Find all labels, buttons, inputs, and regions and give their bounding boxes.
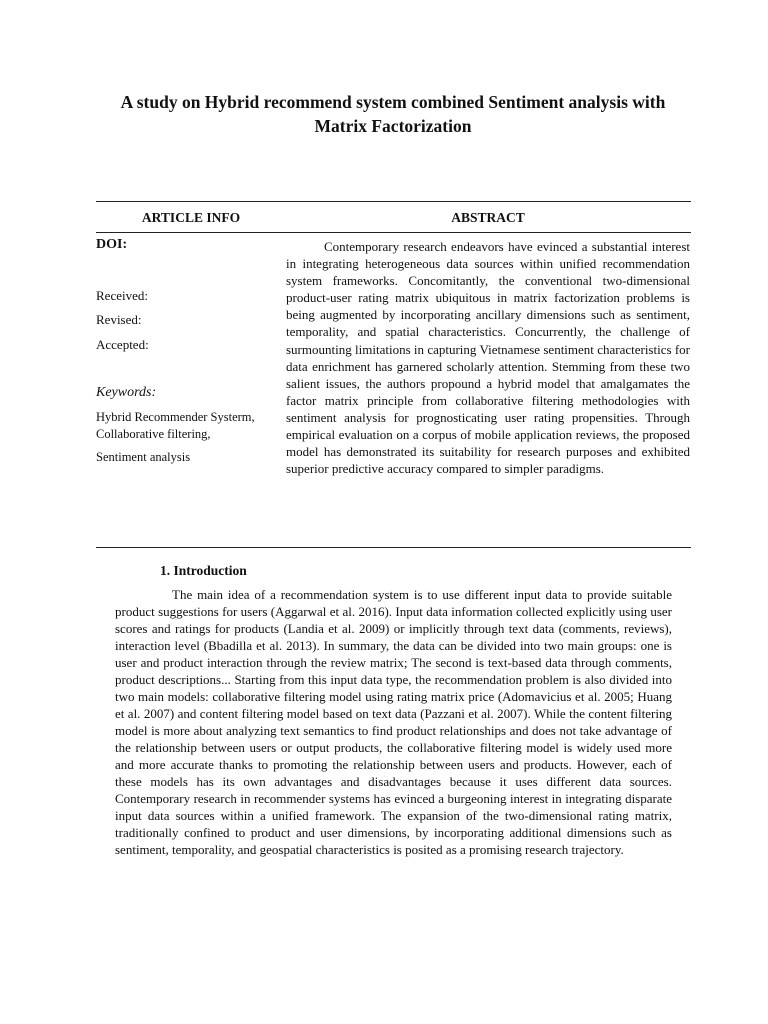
received-label: Received: [96,288,148,303]
article-info-heading: ARTICLE INFO [141,210,241,225]
introduction-heading: 1. Introduction [160,563,247,578]
table-bottom-rule [96,547,691,548]
abstract-heading: ABSTRACT [451,210,525,225]
accepted-label: Accepted: [96,337,149,352]
abstract-text: Contemporary research endeavors have evinced a substantial interest in integrating heterogeneous data sources within unified recommendation system frameworks. Concomitantly, the conventional two-dimensional product-user rating matrix ubiquitous in matrix factorization problems is being augmented by incorporating ancillary dimensions such as sentiment, temporality, and spatial characteristics. Concurrently, the challenge of surmounting limitations in capturing Vietnamese sentiment characteristics for data enrichment has garnered scholarly attention. Stemming from these two salient issues, the authors propound a hybrid model that amalgamates the factor matrix principle from collaborative filtering methodologies with sentiment analysis for prognosticating user rating propensities. Through empirical evaluation on a corpus of mobile application reviews, the proposed model has demonstrated its suitability for research purposes and exhibited superior predictive accuracy compared to simpler paradigms. [286,239,690,477]
paper-title: A study on Hybrid recommend system combined Sentiment analysis with Matrix Factorization [120,92,666,136]
keywords-line-2: Sentiment analysis [96,450,191,464]
revised-label: Revised: [96,312,142,327]
table-top-rule [96,201,691,202]
keywords-label: Keywords: [96,385,157,400]
introduction-text: The main idea of a recommendation system is to use different input data to provide suitable product suggestions for users (Aggarwal et al. 2016). Input data information collected explicitly using user scores and ratings for products (Landia et al. 2009) or implicitly through text data (comments, reviews), interaction level (Bbadilla et al. 2013). In summary, the data can be divided into two main groups: one is user and product interaction through the review matrix; The second is text-based data through comments, product descriptions... Starting from this input data type, the recommendation problem is also divided into two main models: collaborative filtering model using rating matrix price (Adomavicius et al. 2005; Huang et al. 2007) and content filtering model based on text data (Pazzani et al. 2007). While the content filtering model is more about analyzing text semantics to find product relationships and does not take advantage of the relationship between users or output products, the collaborative filtering model is widely used more and more accurate thanks to promoting the relationship between users and products. However, each of these models has its own advantages and disadvantages because it uses different data sources. Contemporary research in recommender systems has evinced a burgeoning interest in integrating disparate input data sources within a unified framework. The expansion of the two-dimensional rating matrix, traditionally confined to product and user dimensions, by incorporating additional dimensions such as sentiment, temporality, and geospatial characteristics is posited as a promising research trajectory. [115,587,672,857]
doi-label: DOI: [96,237,128,252]
table-header-rule [96,232,691,233]
keywords-line-1: Hybrid Recommender Systerm, Collaborative filtering, [96,410,255,441]
